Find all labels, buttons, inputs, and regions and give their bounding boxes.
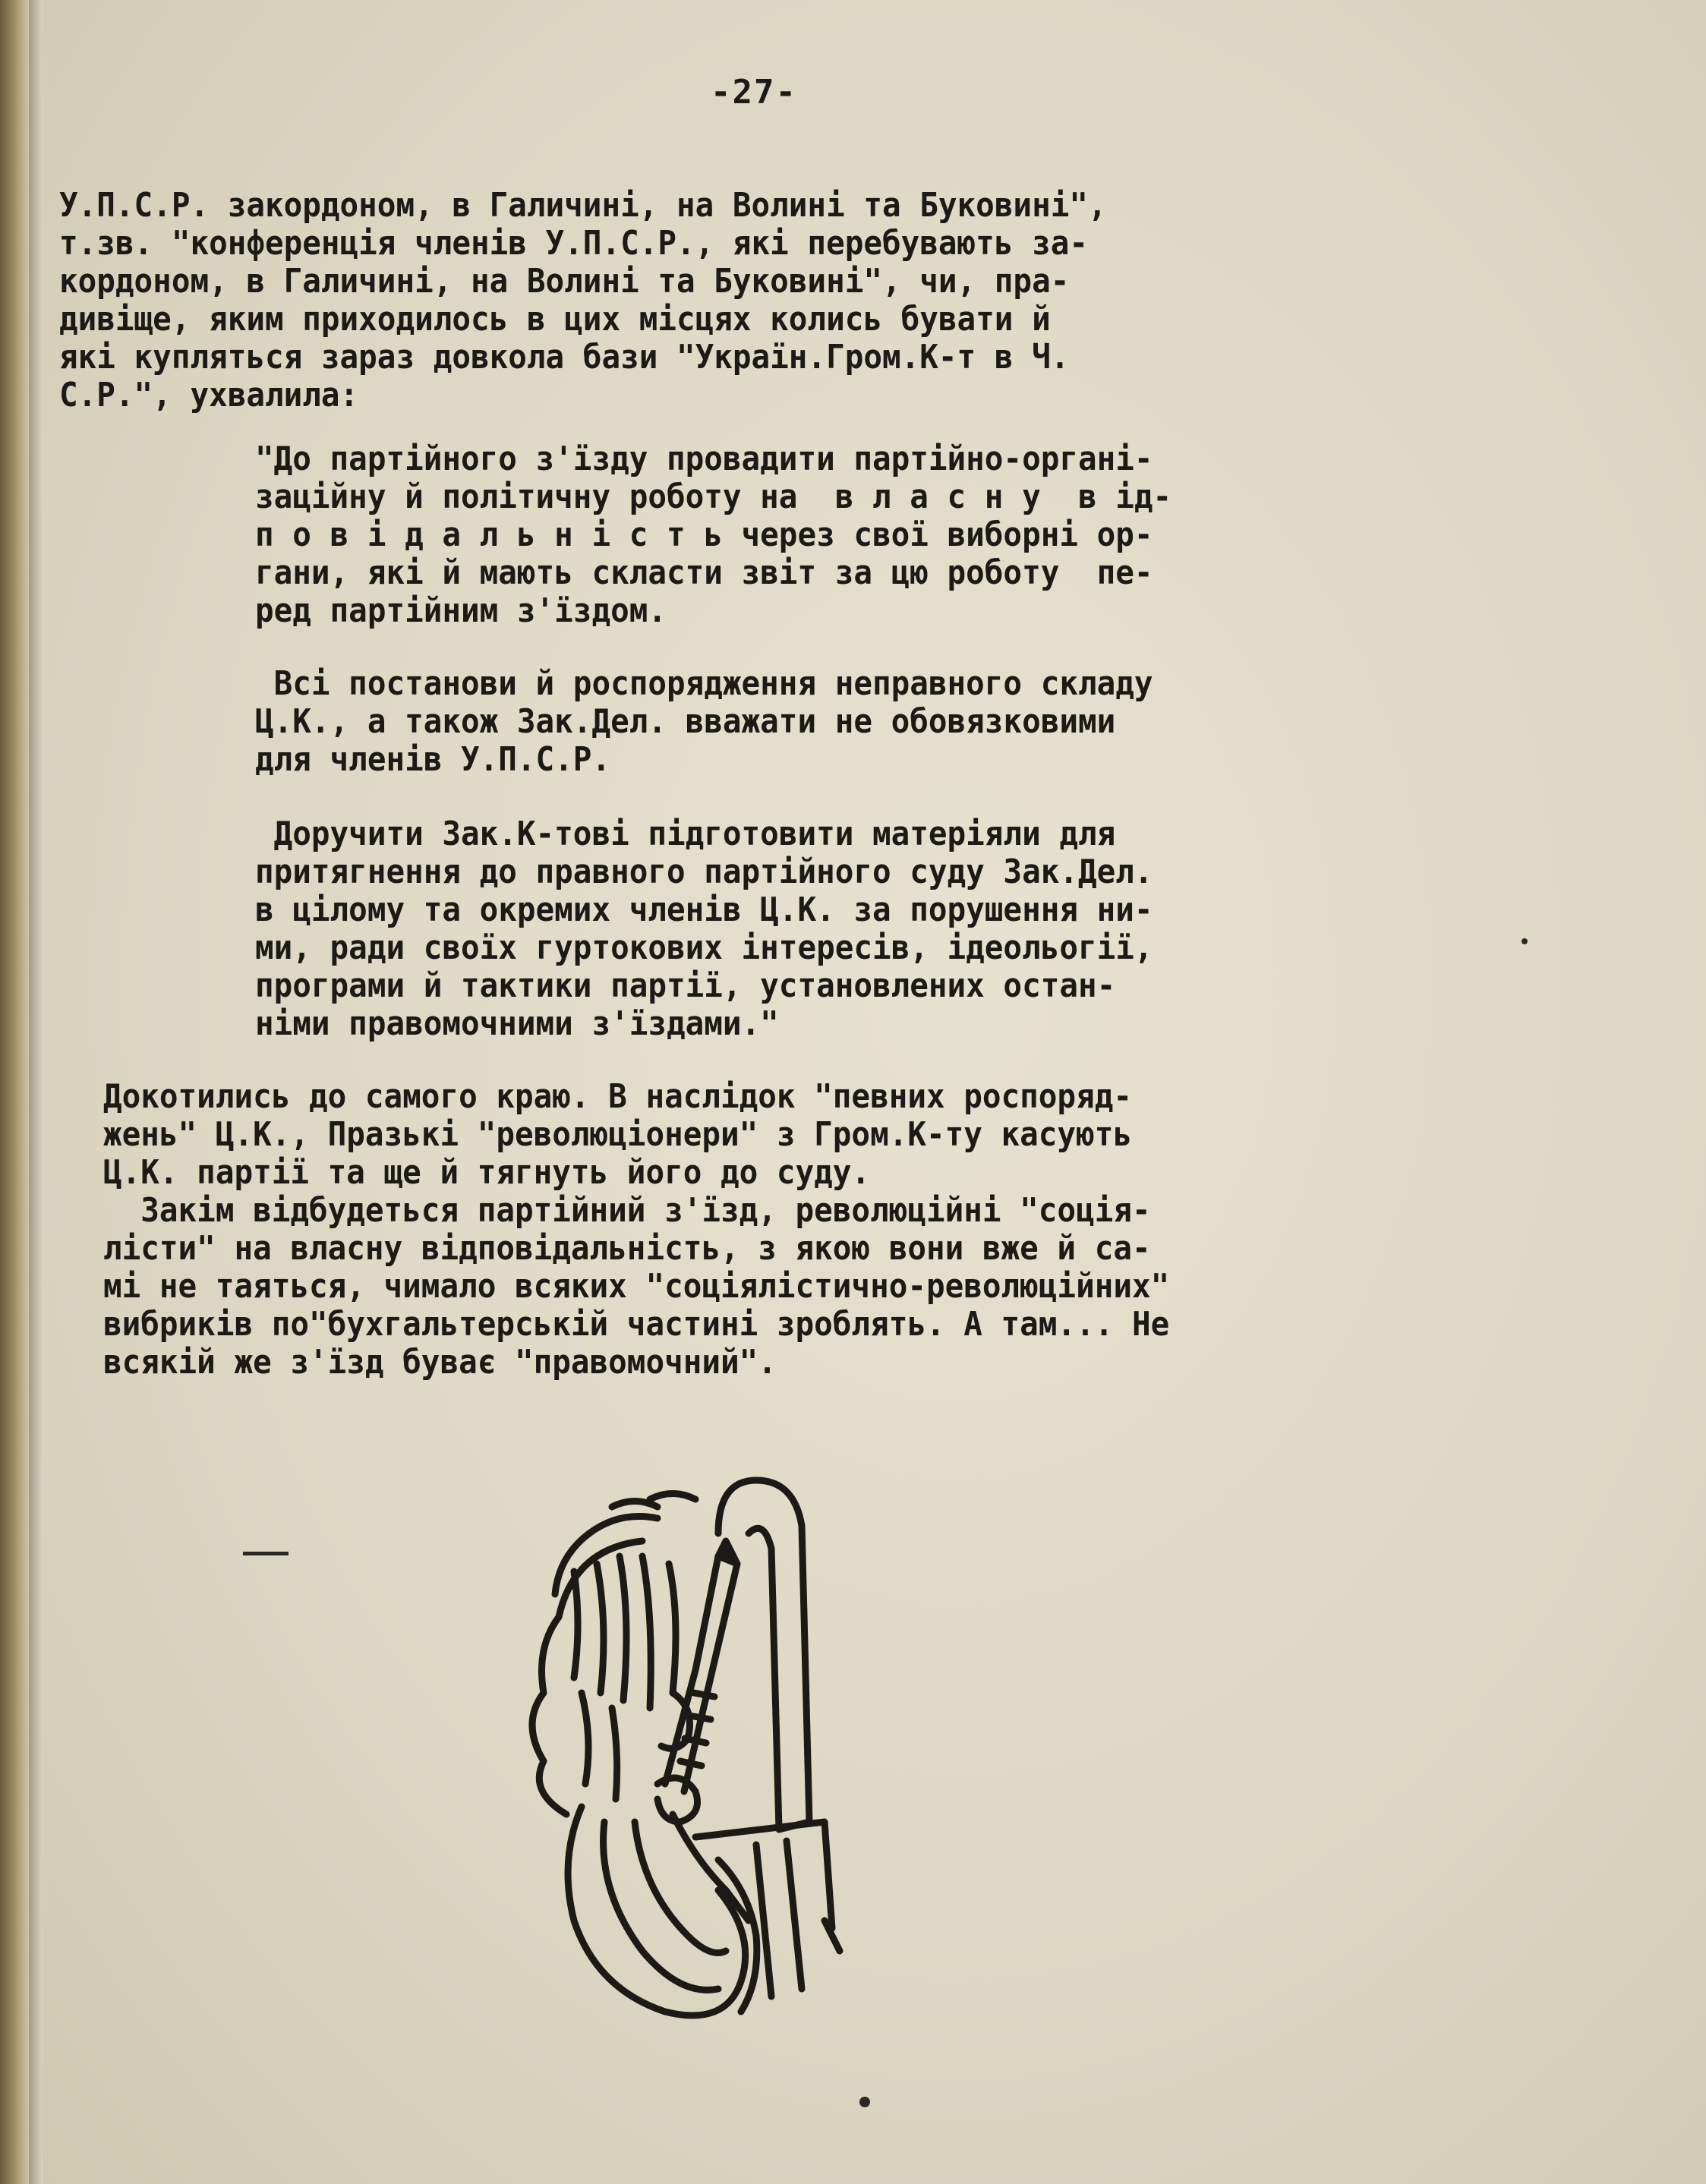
closing-line: Докотились до самого краю. В наслідок "певних роспоряд- (103, 1077, 1132, 1116)
closing-paragraph (103, 1078, 1169, 1382)
page-speck-mark (1522, 938, 1528, 944)
resolution-line: заційну й політичну роботу на в л а с н у в ід- (255, 477, 1172, 516)
resolution-line: "До партійного з'їзду провадити партійно-органі- (255, 440, 1153, 478)
resolution-line: притягнення до правного партійного суду Зак.Дел. (255, 852, 1153, 891)
page-dot-mark (859, 2097, 870, 2107)
resolution-line: ми, ради своїх гуртокових інтересів, ідеольогії, (255, 928, 1153, 967)
page-number: -27- (711, 73, 797, 112)
resolution-line: гани, які й мають скласти звіт за цю роботу пе- (255, 553, 1153, 592)
resolution-line: Доручити Зак.К-тові підготовити матеріяли для (255, 815, 1116, 853)
resolution-line: в цілому та окремих членів Ц.К. за порушення ни- (255, 890, 1153, 929)
resolution-line: п о в і д а л ь н і с т ь через свої виборні ор- (255, 515, 1153, 554)
document-page (43, 0, 1706, 2184)
resolution-line: для членів У.П.С.Р. (255, 740, 611, 779)
resolution-line: Всі постанови й роспорядження неправного складу (255, 664, 1153, 703)
intro-line: т.зв. "конференція членів У.П.С.Р., які перебувають за- (59, 224, 1088, 263)
margin-dash-mark (243, 1552, 289, 1555)
intro-line: кордоном, в Галичині, на Волині та Буковині", чи, пра- (59, 262, 1070, 301)
closing-line: Ц.К. партії та ще й тягнуть його до суду. (103, 1153, 871, 1192)
intro-paragraph (59, 187, 1107, 414)
resolution-paragraph-3 (255, 815, 1153, 1043)
resolution-paragraph-2 (255, 665, 1153, 779)
binding-shadow (29, 0, 43, 2184)
resolution-paragraph-1 (255, 440, 1171, 630)
resolution-line: Ц.К., а також Зак.Дел. вважати не обовязковими (255, 702, 1116, 741)
intro-line: дивіще, яким приходилось в цих місцях колись бувати й (59, 300, 1051, 339)
intro-line: У.П.С.Р. закордоном, в Галичині, на Волині та Буковині", (59, 186, 1107, 225)
intro-line: С.Р.", ухвалила: (59, 376, 359, 414)
closing-line: лісти" на власну відповідальність, з якою вони вже й са- (103, 1229, 1151, 1268)
binding-spine (0, 0, 29, 2184)
closing-line: всякій же з'їзд буває "правомочний". (103, 1343, 777, 1382)
closing-line: Закім відбудеться партійний з'їзд, революційні "соція- (103, 1191, 1151, 1230)
resolution-line: ред партійним з'їздом. (255, 591, 667, 630)
resolution-line: німи правомочними з'їздами." (255, 1004, 779, 1043)
resolution-line: програми й тактики партії, установлених остан- (255, 966, 1116, 1005)
closing-line: мі не таяться, чимало всяких "соціялістично-революційних" (103, 1267, 1170, 1306)
closing-line: вибриків по"бухгальтерській частині зроблять. А там... Не (103, 1305, 1170, 1344)
intro-line: які куплятьcя зараз довкола бази "Україн.Гром.К-т в Ч. (59, 338, 1070, 377)
figure-with-pen-at-column-illustration (468, 1465, 938, 2027)
closing-line: жень" Ц.К., Празькі "революціонери" з Гром.К-ту касують (103, 1115, 1132, 1154)
